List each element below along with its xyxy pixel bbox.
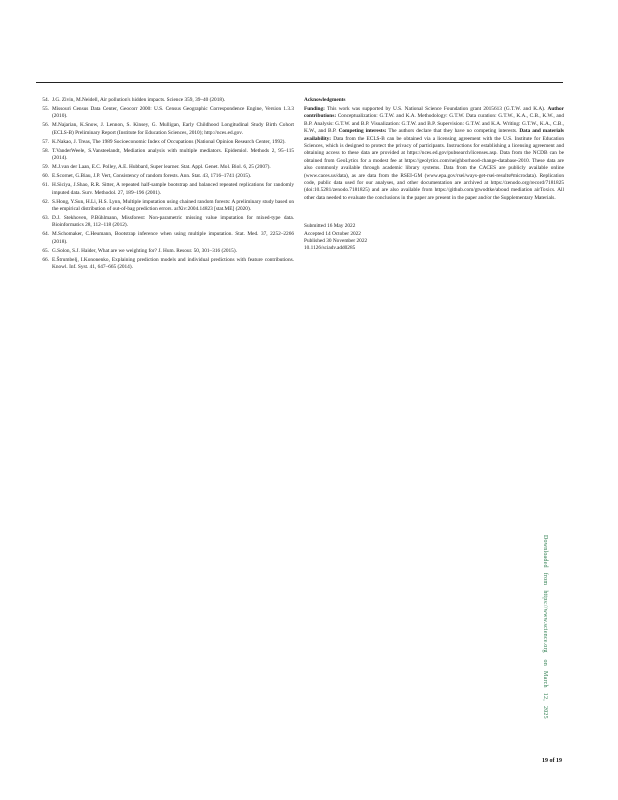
page-number: 19 of 19 (542, 758, 562, 764)
doi-text: 10.1126/sciadv.add0285 (304, 245, 356, 252)
data-availability-text: Data from the ECLS-B can be obtained via a licensing agreement with the U.S. Institute for Education Sciences, which is designed to protect the privacy of participants. Instructions for establishing a licensing agreement and obtaining access to these data are provided at https://nces.ed.gov/pubsearch/licenses.asp. Data from the NCDB can be obtained from GeoLytics for a modest fee at https://geolytics.com/neighborhood-change-database-2010. These data are also commonly available through academic library systems. Data from the CACES are publicly available online (www.caces.us/data), as are data from the RSEI-GM (www.epa.gov/rsei/ways-get-rsei-results#microdata). Replication code, public data used for our analyses, and other documentation are archived at https://zenodo.org/record/7181825 (doi:10.5281/zenodo.7181825) and are also available from https://github.com/gtwodtke/aboud mediation airToxics. All other data needed to evaluate the conclusions in the paper are present in the paper and/or the Supplementary Materials. (304, 135, 564, 201)
reference-item: 58. T.VanderWeele, S.Vansteelandt, Mediation analysis with multiple mediators. Epidemiol. Methods 2, 95–115 (2014). (42, 147, 294, 162)
acknowledgments-heading: Acknowledgments (304, 97, 346, 103)
acknowledgments-body (304, 106, 564, 202)
reference-item: 54. J.G. Zivin, M.Neidell, Air pollution's hidden impacts. Science 359, 39–40 (2018). (42, 97, 226, 103)
reference-item: 62. S.Hong, Y.Sun, H.Li, H.S. Lynn, Multiple imputation using chained random forests: A preliminary study based on the empirical distribution of out-of-bag prediction errors. arXiv:2004.14823 [stat.ME] (2020). (42, 198, 294, 213)
reference-item: 61. H.Siciya, J.Shao, R.R. Sitter, A repeated half-sample bootstrap and balanced repeated replications for randomly imputed data. Surv. Methodol. 27, 189–196 (2001). (42, 182, 294, 196)
funding-label: Funding: (304, 105, 325, 112)
published-date: Published 30 November 2022 (304, 238, 368, 244)
reference-item: 57. K.Nakao, J. Treas, The 1989 Socioeconomic Index of Occupations (National Opinion Research Center, 1992). (42, 138, 286, 145)
acknowledgments-section (304, 97, 564, 253)
reference-item: 56. M.Najarian, K.Snow, J. Lennon, S. Kinsey, G. Mulligan, Early Childhood Longitudinal Study Birth Cohort (ECLS-B) Preliminary Report (Institute for Education Sciences, 2010); http://nces.ed.gov. (42, 122, 294, 136)
accepted-date: Accepted 14 October 2022 (304, 230, 361, 237)
reference-item: 65. G.Solon, S.J. Haider, What are we weighting for? J. Hum. Resour. 50, 301–316 (2015). (42, 247, 237, 254)
header-rule (36, 82, 563, 83)
reference-item: 60. E.Scornet, G.Biau, J.P. Vert, Consistency of random forests. Ann. Stat. 43, 1716–1741 (2015). (42, 173, 252, 180)
reference-item: 63. D.J. Stekhoven, P.Bühlmann, Missforest: Non-parametric missing value imputation for mixed-type data. Bioinformatics 28, 112–118 (2012). (42, 215, 294, 229)
author-contributions-label: Author contributions: (304, 105, 564, 120)
references-list (36, 97, 294, 273)
reference-item: 64. M.Schomaker, C.Heumann, Bootstrap inference when using multiple imputation. Stat. Med. 37, 2252–2266 (2018). (42, 231, 294, 245)
publication-dates (304, 223, 564, 253)
download-watermark-text: Downloaded from https://www.science.org on March 12, 2025 (542, 535, 548, 719)
reference-item: 66. E.Štrumbelj, I.Kononenko, Explaining prediction models and individual predictions with feature contributions. Knowl. Inf. Syst. 41, 647–665 (2014). (42, 256, 294, 271)
reference-item: 55. Missouri Census Data Center, Geocorr 2000: U.S. Census Geographic Correspondence Engine, Version 1.3.3 (2010). (42, 106, 294, 120)
submitted-date: Submitted 16 May 2022 (304, 223, 356, 230)
competing-interests-text: The authors declare that they have no competing interests. (386, 128, 518, 135)
reference-item: 59. M.J.van der Laan, E.C. Polley, A.E. Hubbard, Super learner. Stat. Appl. Genet. Mol. Biol. 6, 25 (2007). (42, 164, 271, 171)
author-contributions-text: Conceptualization: G.T.W. and K.A. Methodology: G.T.W. Data curation: G.T.W., K.A., C.B., K.W., and B.P. Analysis: G.T.W. and B.P. Visualization: G.T.W. and B.P. Supervision: G.T.W. and K.A. Writing: G.T.W., K.A., C.B., K.W., and B.P. (304, 113, 564, 135)
competing-interests-label: Competing interests: (338, 128, 387, 135)
funding-text: This work was supported by U.S. National Science Foundation grant 2015613 (G.T.W. and K.A). (324, 105, 546, 112)
data-availability-label: Data and materials availability: (304, 128, 564, 142)
